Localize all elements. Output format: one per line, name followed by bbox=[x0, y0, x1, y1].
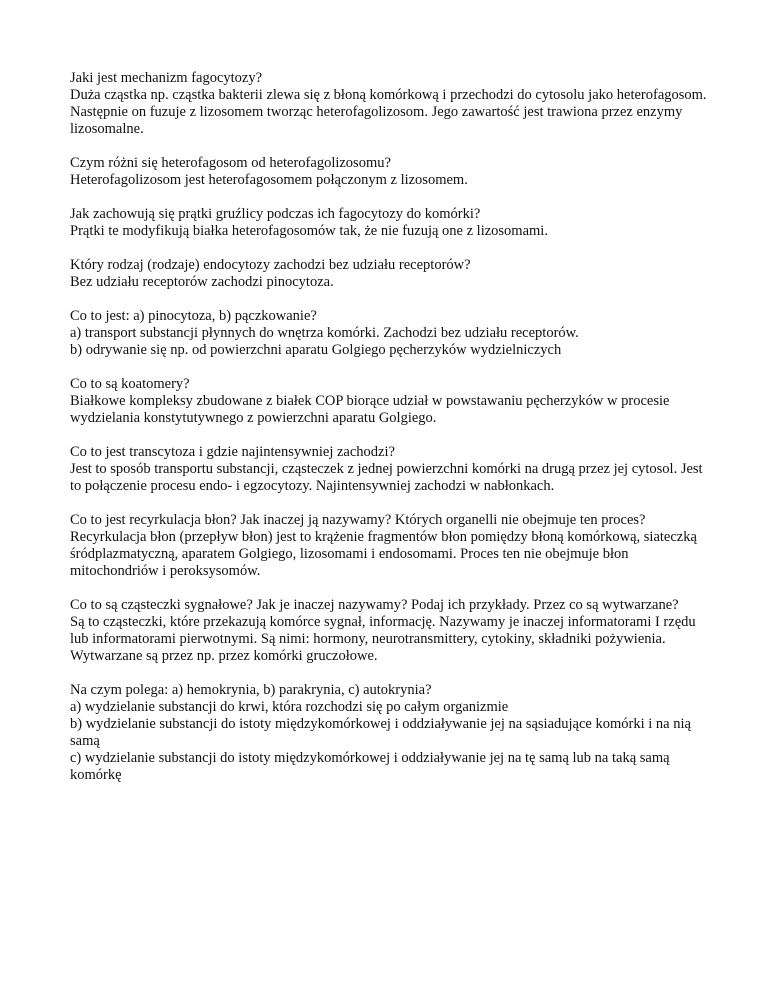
question: Czym różni się heterofagosom od heterofagolizosomu? bbox=[70, 155, 391, 171]
qa-block-1 bbox=[70, 70, 710, 138]
answer: Prątki te modyfikują białka heterofagosomów tak, że nie fuzują one z lizosomami. bbox=[70, 223, 548, 239]
qa-block-5 bbox=[70, 308, 710, 359]
qa-block-3 bbox=[70, 206, 710, 240]
answer: a) wydzielanie substancji do krwi, która rozchodzi się po całym organizmie bbox=[70, 699, 509, 715]
answer: b) wydzielanie substancji do istoty międzykomórkowej i oddziaływanie jej na sąsiadujące komórki i na nią samą bbox=[70, 716, 691, 749]
question: Co to jest recyrkulacja błon? Jak inaczej ją nazywamy? Których organelli nie obejmuje ten proces? bbox=[70, 512, 646, 528]
answer: Białkowe kompleksy zbudowane z białek COP biorące udział w powstawaniu pęcherzyków w procesie wydzielania konstytutywnego z powierzchni aparatu Golgiego. bbox=[70, 393, 670, 426]
qa-block-6 bbox=[70, 376, 710, 427]
question: Co to są koatomery? bbox=[70, 376, 190, 392]
question: Jaki jest mechanizm fagocytozy? bbox=[70, 70, 263, 86]
qa-block-8 bbox=[70, 512, 710, 580]
answer: Jest to sposób transportu substancji, cząsteczek z jednej powierzchni komórki na drugą przez jej cytosol. Jest to połączenie procesu endo- i egzocytozy. Najintensywniej zachodzi w nabłonkach. bbox=[70, 461, 703, 494]
document-page bbox=[70, 70, 710, 801]
question: Na czym polega: a) hemokrynia, b) parakrynia, c) autokrynia? bbox=[70, 682, 432, 698]
qa-block-7 bbox=[70, 444, 710, 495]
qa-block-2 bbox=[70, 155, 710, 189]
qa-block-4 bbox=[70, 257, 710, 291]
answer: Heterofagolizosom jest heterofagosomem połączonym z lizosomem. bbox=[70, 172, 468, 188]
answer: Są to cząsteczki, które przekazują komórce sygnał, informację. Nazywamy je inaczej informatorami I rzędu lub informatorami pierwotnymi. Są nimi: hormony, neurotransmittery, cytokiny, składniki pożywienia. Wytwarzane są przez np. przez komórki gruczołowe. bbox=[70, 614, 696, 664]
question: Co to jest transcytoza i gdzie najintensywniej zachodzi? bbox=[70, 444, 395, 460]
answer: Recyrkulacja błon (przepływ błon) jest to krążenie fragmentów błon pomiędzy błoną komórkową, siateczką śródplazmatyczną, aparatem Golgiego, lizosomami i endosomami. Proces ten nie obejmuje błon mitochondriów i peroksysomów. bbox=[70, 529, 697, 579]
answer: b) odrywanie się np. od powierzchni aparatu Golgiego pęcherzyków wydzielniczych bbox=[70, 342, 562, 358]
answer: Duża cząstka np. cząstka bakterii zlewa się z błoną komórkową i przechodzi do cytosolu jako heterofagosom. Następnie on fuzuje z lizosomem tworząc heterofagolizosom. Jego zawartość jest trawiona przez enzymy lizosomalne. bbox=[70, 87, 707, 137]
question: Co to jest: a) pinocytoza, b) pączkowanie? bbox=[70, 308, 317, 324]
answer: a) transport substancji płynnych do wnętrza komórki. Zachodzi bez udziału receptorów. bbox=[70, 325, 579, 341]
answer: c) wydzielanie substancji do istoty międzykomórkowej i oddziaływanie jej na tę samą lub na taką samą komórkę bbox=[70, 750, 670, 783]
question: Co to są cząsteczki sygnałowe? Jak je inaczej nazywamy? Podaj ich przykłady. Przez co są wytwarzane? bbox=[70, 597, 679, 613]
qa-block-10 bbox=[70, 682, 710, 784]
qa-block-9 bbox=[70, 597, 710, 665]
question: Który rodzaj (rodzaje) endocytozy zachodzi bez udziału receptorów? bbox=[70, 257, 471, 273]
answer: Bez udziału receptorów zachodzi pinocytoza. bbox=[70, 274, 334, 290]
question: Jak zachowują się prątki gruźlicy podczas ich fagocytozy do komórki? bbox=[70, 206, 481, 222]
